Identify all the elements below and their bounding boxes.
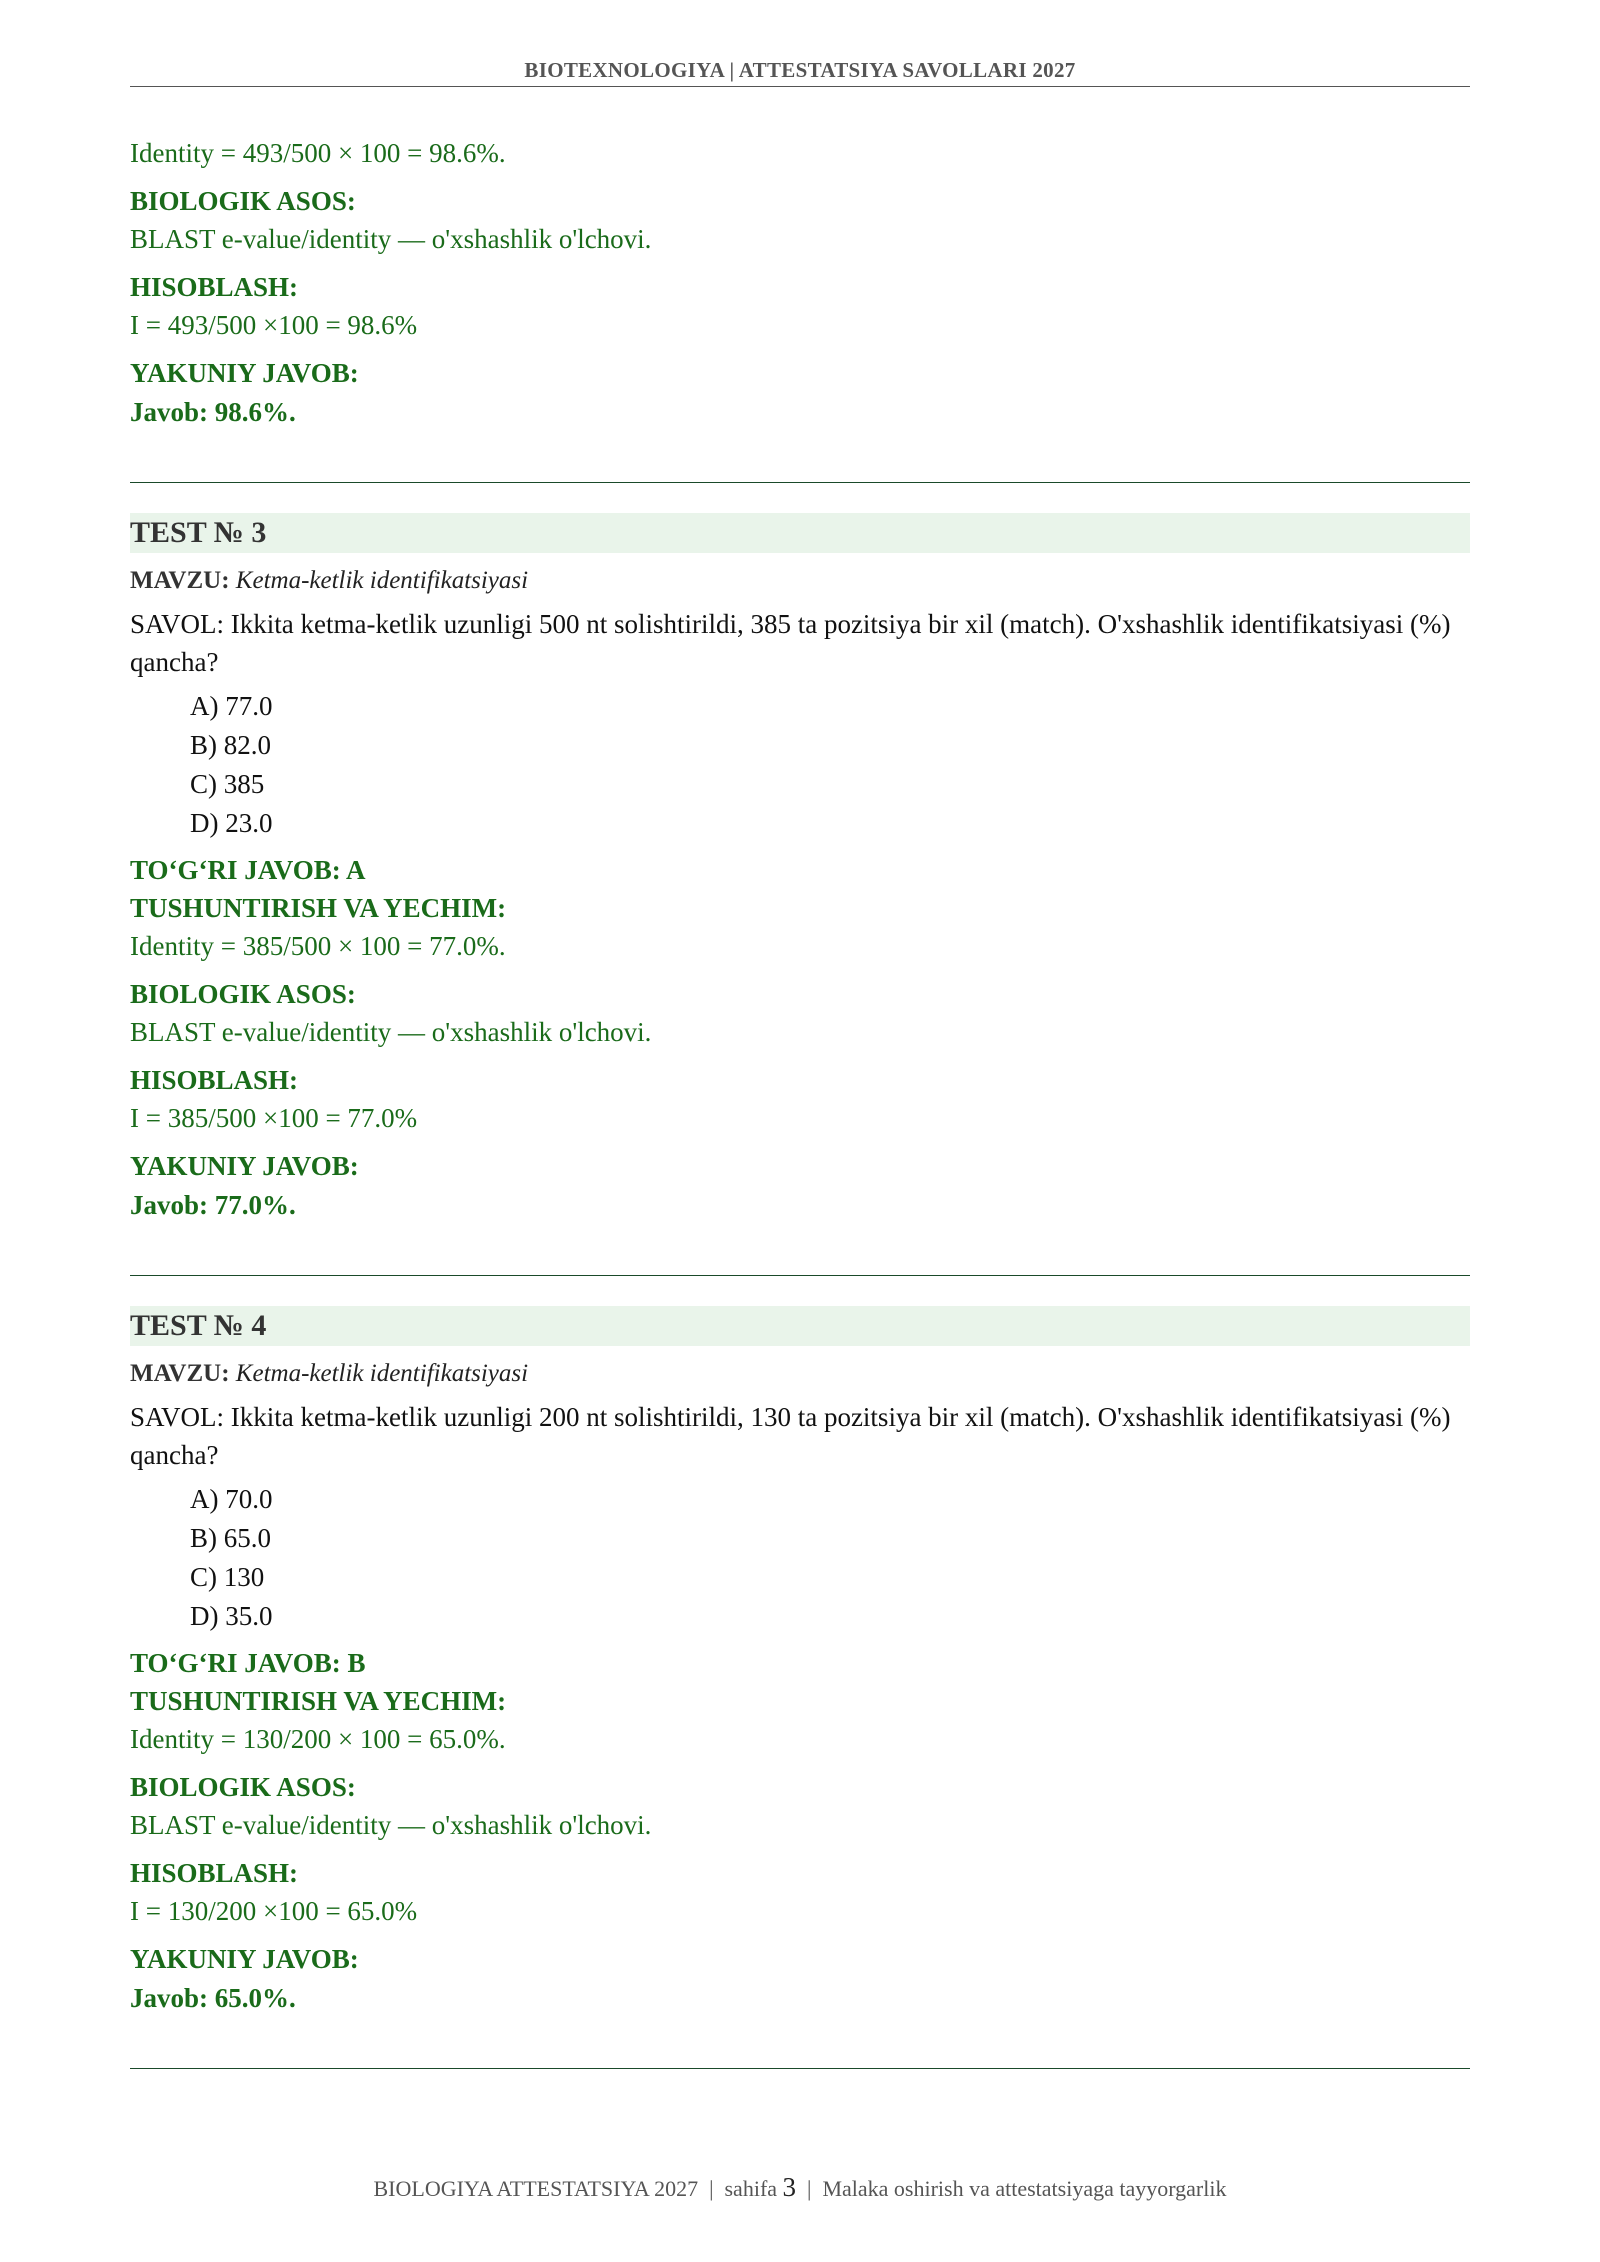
final-answer: Javob: 98.6%. [130,397,296,427]
topic-text: Ketma-ketlik identifikatsiyasi [235,567,529,594]
basis-label: BIOLOGIK ASOS: [130,979,356,1009]
page-content [130,134,1470,2099]
test-block [130,513,1470,1225]
footer-subtitle: Malaka oshirish va attestatsiyaga tayyorgarlik [822,2176,1227,2201]
basis-text: BLAST e-value/identity — o'xshashlik o'lchovi. [130,224,652,254]
explanation-text: Identity = 130/200 × 100 = 65.0%. [130,1724,506,1754]
section-divider [130,482,1470,483]
test-title: TEST № 4 [130,1306,1470,1346]
calc-label: HISOBLASH: [130,1065,299,1095]
page-number: 3 [782,2172,797,2202]
option-c: C) 130 [190,1562,265,1592]
options-list [190,1480,1470,1636]
calc-label: HISOBLASH: [130,272,299,302]
basis-label: BIOLOGIK ASOS: [130,186,356,216]
header-rule [130,86,1470,87]
calc-text: I = 493/500 ×100 = 98.6% [130,310,418,340]
final-answer: Javob: 65.0%. [130,1983,296,2013]
topic-label: MAVZU: [130,567,230,594]
correct-answer: TO‘G‘RI JAVOB: B [130,1648,366,1678]
option-b: B) 65.0 [190,1523,271,1553]
basis-label: BIOLOGIK ASOS: [130,1772,356,1802]
options-list [190,687,1470,843]
explanation-label: TUSHUNTIRISH VA YECHIM: [130,1686,507,1716]
final-label: YAKUNIY JAVOB: [130,1944,359,1974]
topic-label: MAVZU: [130,1360,230,1387]
section-divider [130,2068,1470,2069]
page-footer [130,2172,1470,2203]
test-title: TEST № 3 [130,513,1470,553]
question-text: SAVOL: Ikkita ketma-ketlik uzunligi 500 nt solishtirildi, 385 ta pozitsiya bir xil (match). O'xshashlik identifikatsiyasi (%) qancha? [130,609,1451,677]
topic-text: Ketma-ketlik identifikatsiyasi [235,1360,529,1387]
section-divider [130,1275,1470,1276]
footer-separator: | [807,2176,812,2201]
question-text: SAVOL: Ikkita ketma-ketlik uzunligi 200 nt solishtirildi, 130 ta pozitsiya bir xil (match). O'xshashlik identifikatsiyasi (%) qancha? [130,1402,1451,1470]
final-answer: Javob: 77.0%. [130,1190,296,1220]
basis-text: BLAST e-value/identity — o'xshashlik o'lchovi. [130,1810,652,1840]
option-a: A) 77.0 [190,691,273,721]
correct-answer: TO‘G‘RI JAVOB: A [130,855,366,885]
test-topic [130,1356,1470,1392]
option-b: B) 82.0 [190,730,271,760]
test-topic [130,563,1470,599]
test-block [130,1306,1470,2018]
option-d: D) 35.0 [190,1601,273,1631]
previous-test-tail [130,134,1470,432]
calc-text: I = 130/200 ×100 = 65.0% [130,1896,418,1926]
footer-title: BIOLOGIYA ATTESTATSIYA 2027 [373,2176,699,2201]
explanation-text: Identity = 385/500 × 100 = 77.0%. [130,931,506,961]
option-a: A) 70.0 [190,1484,273,1514]
basis-text: BLAST e-value/identity — o'xshashlik o'lchovi. [130,1017,652,1047]
option-d: D) 23.0 [190,808,273,838]
final-label: YAKUNIY JAVOB: [130,358,359,388]
explanation-label: TUSHUNTIRISH VA YECHIM: [130,893,507,923]
footer-separator: | [709,2176,714,2201]
calc-label: HISOBLASH: [130,1858,299,1888]
calc-text: I = 385/500 ×100 = 77.0% [130,1103,418,1133]
final-label: YAKUNIY JAVOB: [130,1151,359,1181]
running-header: BIOTEXNOLOGIYA | ATTESTATSIYA SAVOLLARI 2027 [524,58,1076,82]
footer-page-word: sahifa [724,2176,778,2201]
explanation-text: Identity = 493/500 × 100 = 98.6%. [130,138,506,168]
option-c: C) 385 [190,769,265,799]
